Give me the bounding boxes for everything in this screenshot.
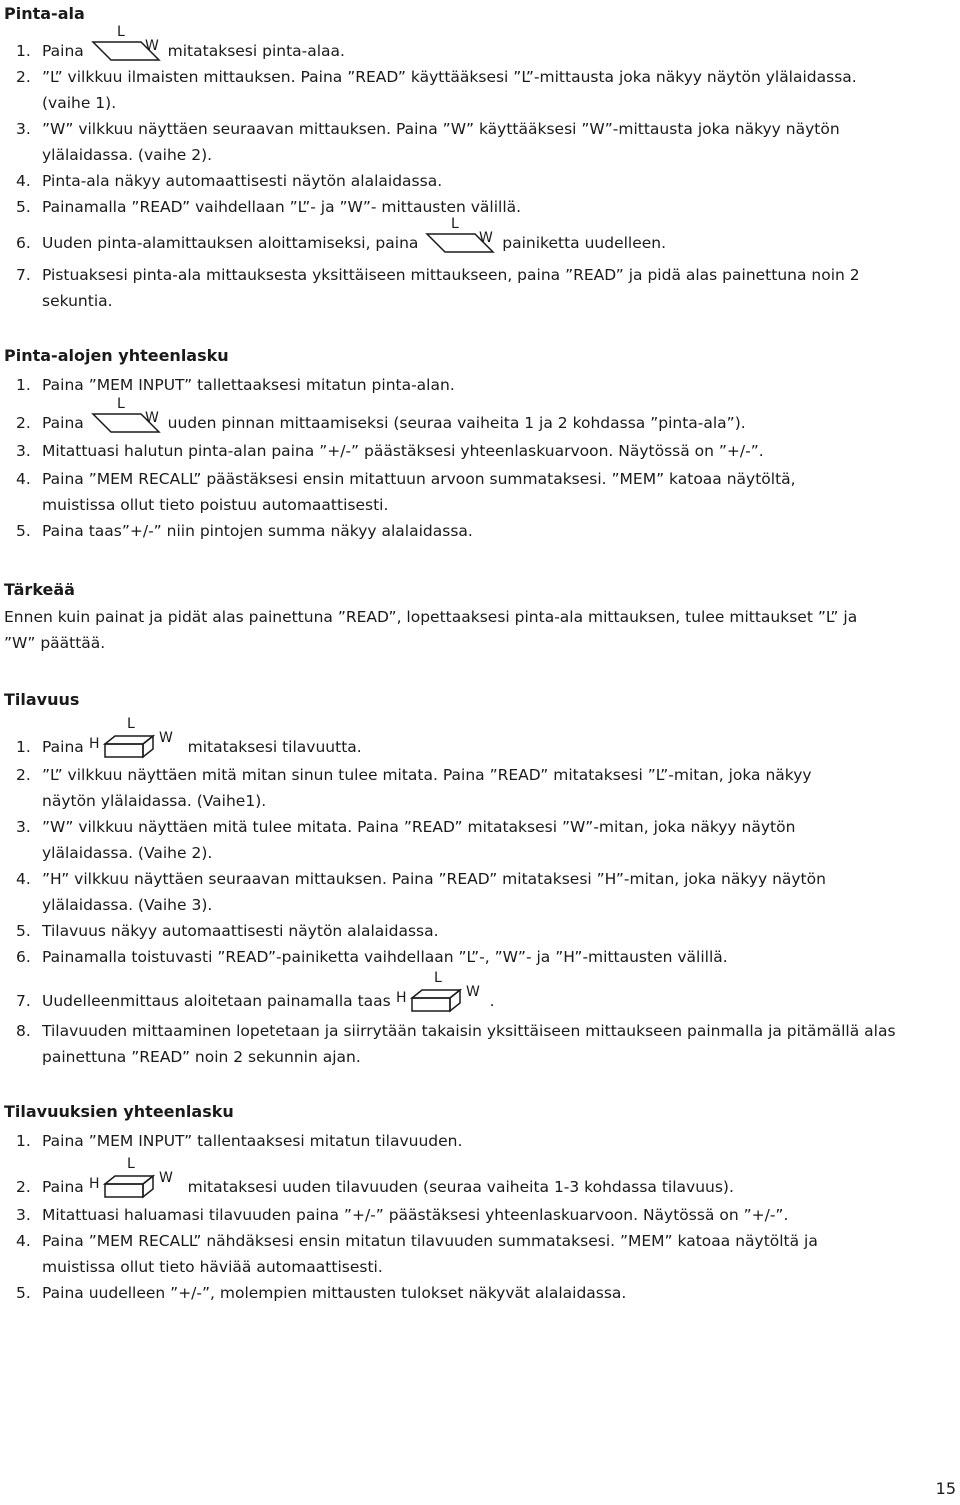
svg-text:L: L	[126, 716, 135, 732]
area-button-icon	[89, 24, 163, 62]
svg-text:W: W	[144, 38, 159, 54]
list-item: 6. Uuden pinta-alamittauksen aloittamiseksi, paina L W painiketta uudelleen.	[16, 216, 667, 252]
list-item-continuation: ylälaidassa. (vaihe 2).	[42, 146, 213, 164]
list-item: 2. ”L” vilkkuu ilmaisten mittauksen. Paina ”READ” käyttääksesi ”L”-mittausta joka näkyy näytön ylälaidassa.	[16, 68, 857, 86]
list-item: 5. Paina taas”+/-” niin pintojen summa näkyy alalaidassa.	[16, 522, 473, 540]
note-line: Ennen kuin painat ja pidät alas painettuna ”READ”, lopettaaksesi pinta-ala mittauksen, tulee mittaukset ”L” ja	[4, 608, 858, 626]
list-item: 8. Tilavuuden mittaaminen lopetetaan ja siirrytään takaisin yksittäiseen mittaukseen painmalla ja pitämällä alas	[16, 1022, 896, 1040]
section-heading-tilavuuksien-yhteenlasku: Tilavuuksien yhteenlasku	[4, 1102, 234, 1121]
list-item: 5. Tilavuus näkyy automaattisesti näytön alalaidassa.	[16, 922, 439, 940]
list-item: 4. Paina ”MEM RECALL” päästäksesi ensin mitattuun arvoon summataksesi. ”MEM” katoaa näytöltä,	[16, 470, 796, 488]
list-item-continuation: ylälaidassa. (Vaihe 3).	[42, 896, 213, 914]
list-item: 1. Paina ”MEM INPUT” tallettaaksesi mitatun pinta-alan.	[16, 376, 455, 394]
list-item: 7. Pistuaksesi pinta-ala mittauksesta yksittäiseen mittaukseen, paina ”READ” ja pidä alas painettuna noin 2	[16, 266, 860, 284]
page-number: 15	[935, 1479, 956, 1498]
svg-text:H: H	[395, 990, 407, 1006]
svg-text:W: W	[144, 410, 159, 426]
list-item-continuation: (vaihe 1).	[42, 94, 117, 112]
list-item: 3. Mitattuasi haluamasi tilavuuden paina ”+/-” päästäksesi yhteenlaskuarvoon. Näytössä on ”+/-”.	[16, 1206, 789, 1224]
list-item: 4. ”H” vilkkuu näyttäen seuraavan mittauksen. Paina ”READ” mitataksesi ”H”-mitan, joka näkyy näytön	[16, 870, 826, 888]
list-item-continuation: näytön ylälaidassa. (Vaihe1).	[42, 792, 267, 810]
list-item: 3. Mitattuasi halutun pinta-alan paina ”+/-” päästäksesi yhteenlaskuarvoon. Näytössä on ”+/-”.	[16, 442, 764, 460]
list-item: 1. Paina H L W mitataksesi tilavuutta.	[16, 716, 362, 756]
list-item: 3. ”W” vilkkuu näyttäen seuraavan mittauksen. Paina ”W” käyttääksesi ”W”-mittausta joka näkyy näytön	[16, 120, 840, 138]
svg-text:L: L	[451, 216, 460, 232]
section-heading-tarkeaa: Tärkeää	[4, 580, 75, 599]
section-heading-tilavuus: Tilavuus	[4, 690, 80, 709]
svg-text:H: H	[88, 736, 100, 752]
list-item: 4. Paina ”MEM RECALL” nähdäksesi ensin mitatun tilavuuden summataksesi. ”MEM” katoaa näytöltä ja	[16, 1232, 818, 1250]
list-item: 5. Painamalla ”READ” vaihdellaan ”L”- ja ”W”- mittausten välillä.	[16, 198, 522, 216]
svg-text:L: L	[116, 24, 125, 40]
section-heading-pinta-alojen-yhteenlasku: Pinta-alojen yhteenlasku	[4, 346, 229, 365]
list-item: 6. Painamalla toistuvasti ”READ”-painiketta vaihdellaan ”L”-, ”W”- ja ”H”-mittausten välillä.	[16, 948, 728, 966]
list-item: 2. ”L” vilkkuu näyttäen mitä mitan sinun tulee mitata. Paina ”READ” mitataksesi ”L”-mitan, joka näkyy	[16, 766, 812, 784]
list-item: 2. Paina L W uuden pinnan mittaamiseksi (seuraa vaiheita 1 ja 2 kohdassa ”pinta-ala”).	[16, 396, 746, 432]
volume-button-icon	[88, 1156, 183, 1198]
svg-text:W: W	[479, 230, 494, 246]
area-button-icon	[89, 396, 163, 434]
list-item: 1. Paina L W mitataksesi pinta-alaa.	[16, 24, 345, 60]
list-item: 1. Paina ”MEM INPUT” tallentaaksesi mitatun tilavuuden.	[16, 1132, 463, 1150]
svg-text:L: L	[116, 396, 125, 412]
volume-button-icon	[88, 716, 183, 758]
svg-text:H: H	[88, 1176, 100, 1192]
list-item: 7. Uudelleenmittaus aloitetaan painamalla taas H L W .	[16, 970, 495, 1010]
list-item-continuation: sekuntia.	[42, 292, 113, 310]
svg-text:W: W	[158, 1170, 173, 1186]
volume-button-icon	[395, 970, 490, 1012]
list-item: 2. Paina H L W mitataksesi uuden tilavuuden (seuraa vaiheita 1-3 kohdassa tilavuus).	[16, 1156, 734, 1196]
list-item: 4. Pinta-ala näkyy automaattisesti näytön alalaidassa.	[16, 172, 443, 190]
list-item-continuation: ylälaidassa. (Vaihe 2).	[42, 844, 213, 862]
svg-text:W: W	[158, 730, 173, 746]
svg-text:L: L	[433, 970, 442, 986]
area-button-icon	[423, 216, 497, 254]
section-heading-pinta-ala: Pinta-ala	[4, 4, 85, 23]
list-item-continuation: muistissa ollut tieto poistuu automaattisesti.	[42, 496, 389, 514]
list-item: 3. ”W” vilkkuu näyttäen mitä tulee mitata. Paina ”READ” mitataksesi ”W”-mitan, joka näkyy näytön	[16, 818, 796, 836]
list-item: 5. Paina uudelleen ”+/-”, molempien mittausten tulokset näkyvät alalaidassa.	[16, 1284, 627, 1302]
list-item-continuation: muistissa ollut tieto häviää automaattisesti.	[42, 1258, 383, 1276]
list-item-continuation: painettuna ”READ” noin 2 sekunnin ajan.	[42, 1048, 361, 1066]
svg-text:L: L	[126, 1156, 135, 1172]
note-line: ”W” päättää.	[4, 634, 106, 652]
svg-text:W: W	[465, 984, 480, 1000]
